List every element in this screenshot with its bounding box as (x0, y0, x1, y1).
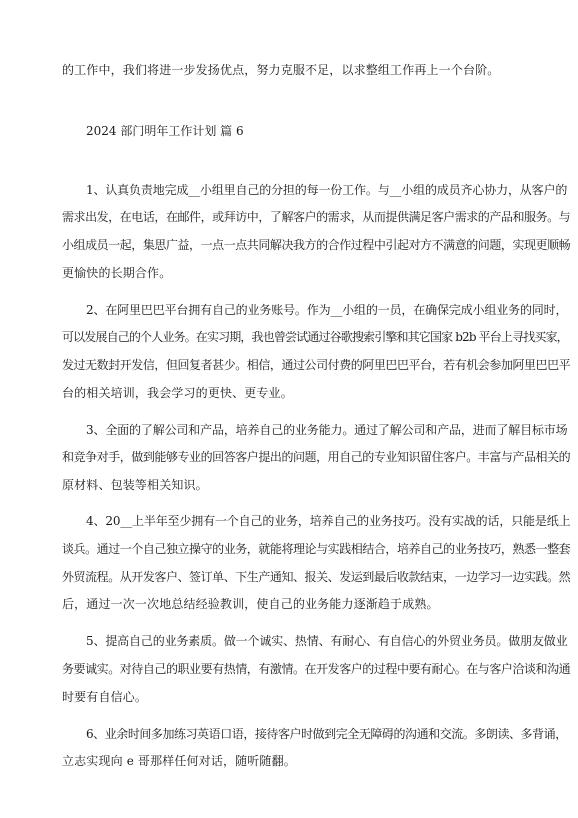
paragraph-line: 2、在阿里巴巴平台拥有自己的业务账号。作为__小组的一员，在确保完成小组业务的同时， (86, 303, 568, 317)
paragraph-line: 5、提高自己的业务素质。做一个诚实、热情、有耐心、有自信心的外贸业务员。做朋友做业 (86, 634, 568, 648)
paragraph-line: 6、业余时间多加练习英语口语，接待客户时做到完全无障碍的沟通和交流。多朗读、多背诵， (86, 727, 567, 741)
paragraph-line: 外贸流程。从开发客户、签订单、下生产通知、报关、发运到最后收款结束，一边学习一边实践。然 (62, 570, 571, 584)
section-heading: 2024 部门明年工作计划 篇 6 (86, 124, 244, 138)
paragraph-line: 时要有自信心。 (62, 690, 148, 704)
paragraph-line: 需求出发，在电话，在邮件，或拜访中，了解客户的需求，从而提供满足客户需求的产品和服务。与 (62, 210, 571, 224)
paragraph-line: 后，通过一次一次地总结经验教训，使自己的业务能力逐渐趋于成熟。 (62, 597, 439, 611)
paragraph-line: 发过无数封开发信，但回复者甚少。相信，通过公司付费的阿里巴巴平台，若有机会参加阿里巴巴平 (62, 358, 571, 372)
paragraph-line: 3、全面的了解公司和产品，培养自己的业务能力。通过了解公司和产品，进而了解目标市场 (86, 423, 568, 437)
paragraph-line: 立志实现向 e 哥那样任何对话，随听随翻。 (62, 754, 296, 768)
paragraph-line: 更愉快的长期合作。 (62, 266, 172, 280)
paragraph-line: 原材料、包装等相关知识。 (62, 478, 208, 492)
paragraph-line: 谈兵。通过一个自己独立操守的业务，就能将理论与实践相结合，培养自己的业务技巧，熟悉一整套 (62, 542, 571, 556)
paragraph-line: 可以发展自己的个人业务。在实习期，我也曾尝试通过谷歌搜索引擎和其它国家 b2b 平台上寻找买家， (62, 330, 568, 344)
intro-line: 的工作中，我们将进一步发扬优点，努力克服不足，以求整组工作再上一个台阶。 (62, 63, 500, 77)
paragraph-line: 小组成员一起，集思广益，一点一点共同解决我方的合作过程中引起对方不满意的问题，实现更顺畅 (62, 238, 571, 252)
paragraph-line: 务要诚实。对待自己的职业要有热情，有激情。在开发客户的过程中要有耐心。在与客户洽谈和沟通 (62, 662, 571, 676)
paragraph-line: 1、认真负责地完成__小组里自己的分担的每一份工作。与__小组的成员齐心协力，从客户的 (86, 183, 568, 197)
paragraph-line: 和竞争对手，做到能够专业的回答客户提出的问题，用自己的专业知识留住客户。丰富与产品相关的 (62, 450, 571, 464)
paragraph-line: 台的相关培训，我会学习的更快、更专业。 (62, 386, 293, 400)
paragraph-line: 4、20__上半年至少拥有一个自己的业务，培养自己的业务技巧。没有实战的话，只能是纸上 (86, 514, 571, 528)
